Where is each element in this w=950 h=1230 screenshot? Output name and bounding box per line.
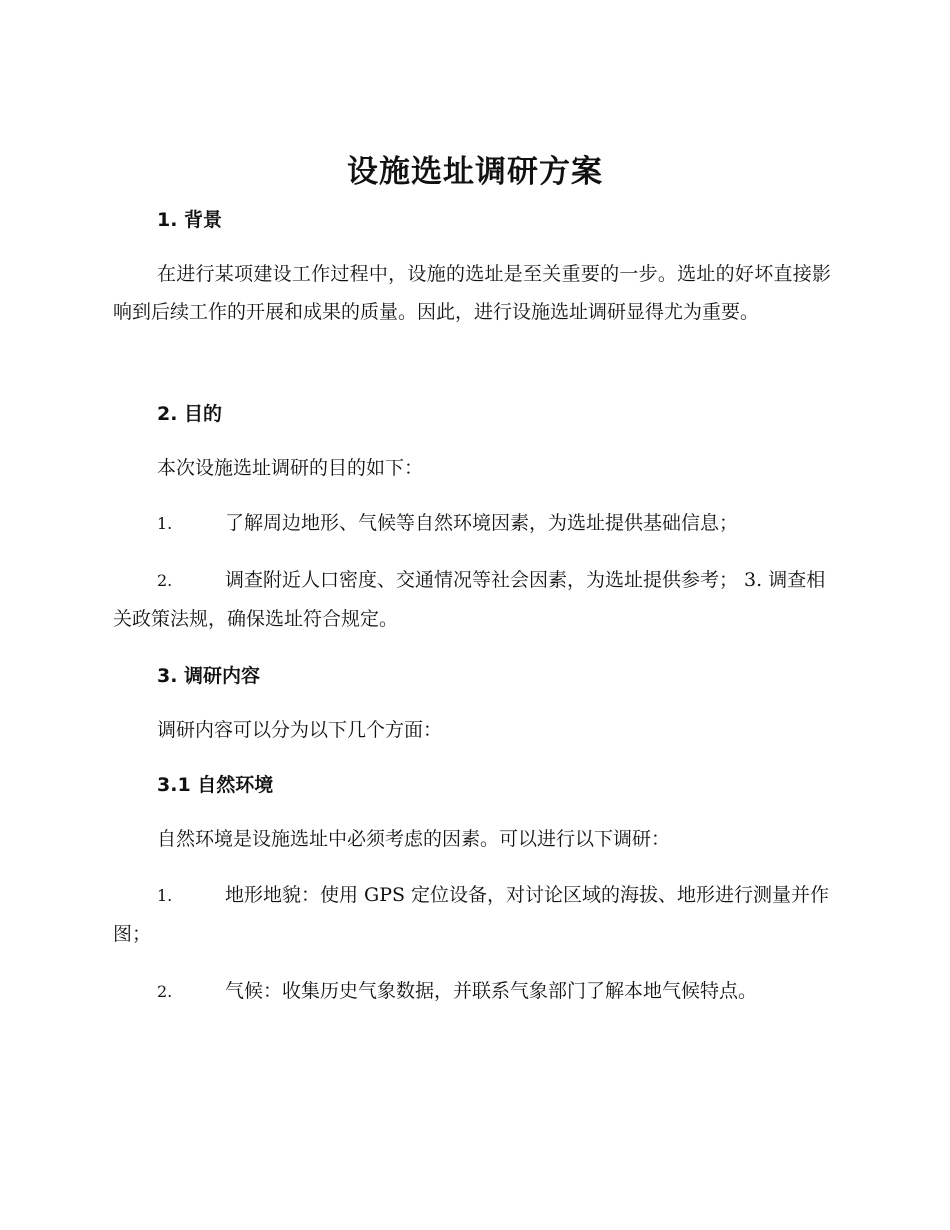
purpose-list-item bbox=[113, 504, 838, 543]
section-heading-purpose: 2. 目的 bbox=[157, 403, 223, 425]
natural-list-item bbox=[113, 876, 838, 953]
list-item-text: 地形地貌：使用 GPS 定位设备，对讨论区域的海拔、地形进行测量并作图； bbox=[113, 884, 830, 945]
content-intro: 调研内容可以分为以下几个方面： bbox=[157, 719, 443, 741]
document-title: 设施选址调研方案 bbox=[347, 154, 603, 190]
list-item-text: 气候：收集历史气象数据，并联系气象部门了解本地气候特点。 bbox=[225, 980, 758, 1002]
natural-list-item bbox=[113, 972, 838, 1011]
section-heading-background: 1. 背景 bbox=[157, 209, 223, 231]
purpose-intro: 本次设施选址调研的目的如下： bbox=[157, 457, 424, 479]
list-item-number: 1. bbox=[157, 886, 173, 905]
list-item-number: 2. bbox=[157, 982, 173, 1001]
list-item-number: 1. bbox=[157, 514, 173, 533]
section-heading-natural: 3.1 自然环境 bbox=[157, 774, 274, 796]
section-heading-content: 3. 调研内容 bbox=[157, 665, 261, 687]
purpose-list-item bbox=[113, 561, 838, 638]
list-item-text: 调查附近人口密度、交通情况等社会因素，为选址提供参考； 3. 调查相关政策法规，确保选址符合规定。 bbox=[113, 569, 826, 630]
background-paragraph: 在进行某项建设工作过程中，设施的选址是至关重要的一步。选址的好坏直接影响到后续工作的开展和成果的质量。因此，进行设施选址调研显得尤为重要。 bbox=[113, 263, 831, 323]
list-item-text: 了解周边地形、气候等自然环境因素，为选址提供基础信息； bbox=[225, 512, 739, 534]
list-item-number: 2. bbox=[157, 571, 173, 590]
natural-intro: 自然环境是设施选址中必须考虑的因素。可以进行以下调研： bbox=[157, 828, 671, 850]
